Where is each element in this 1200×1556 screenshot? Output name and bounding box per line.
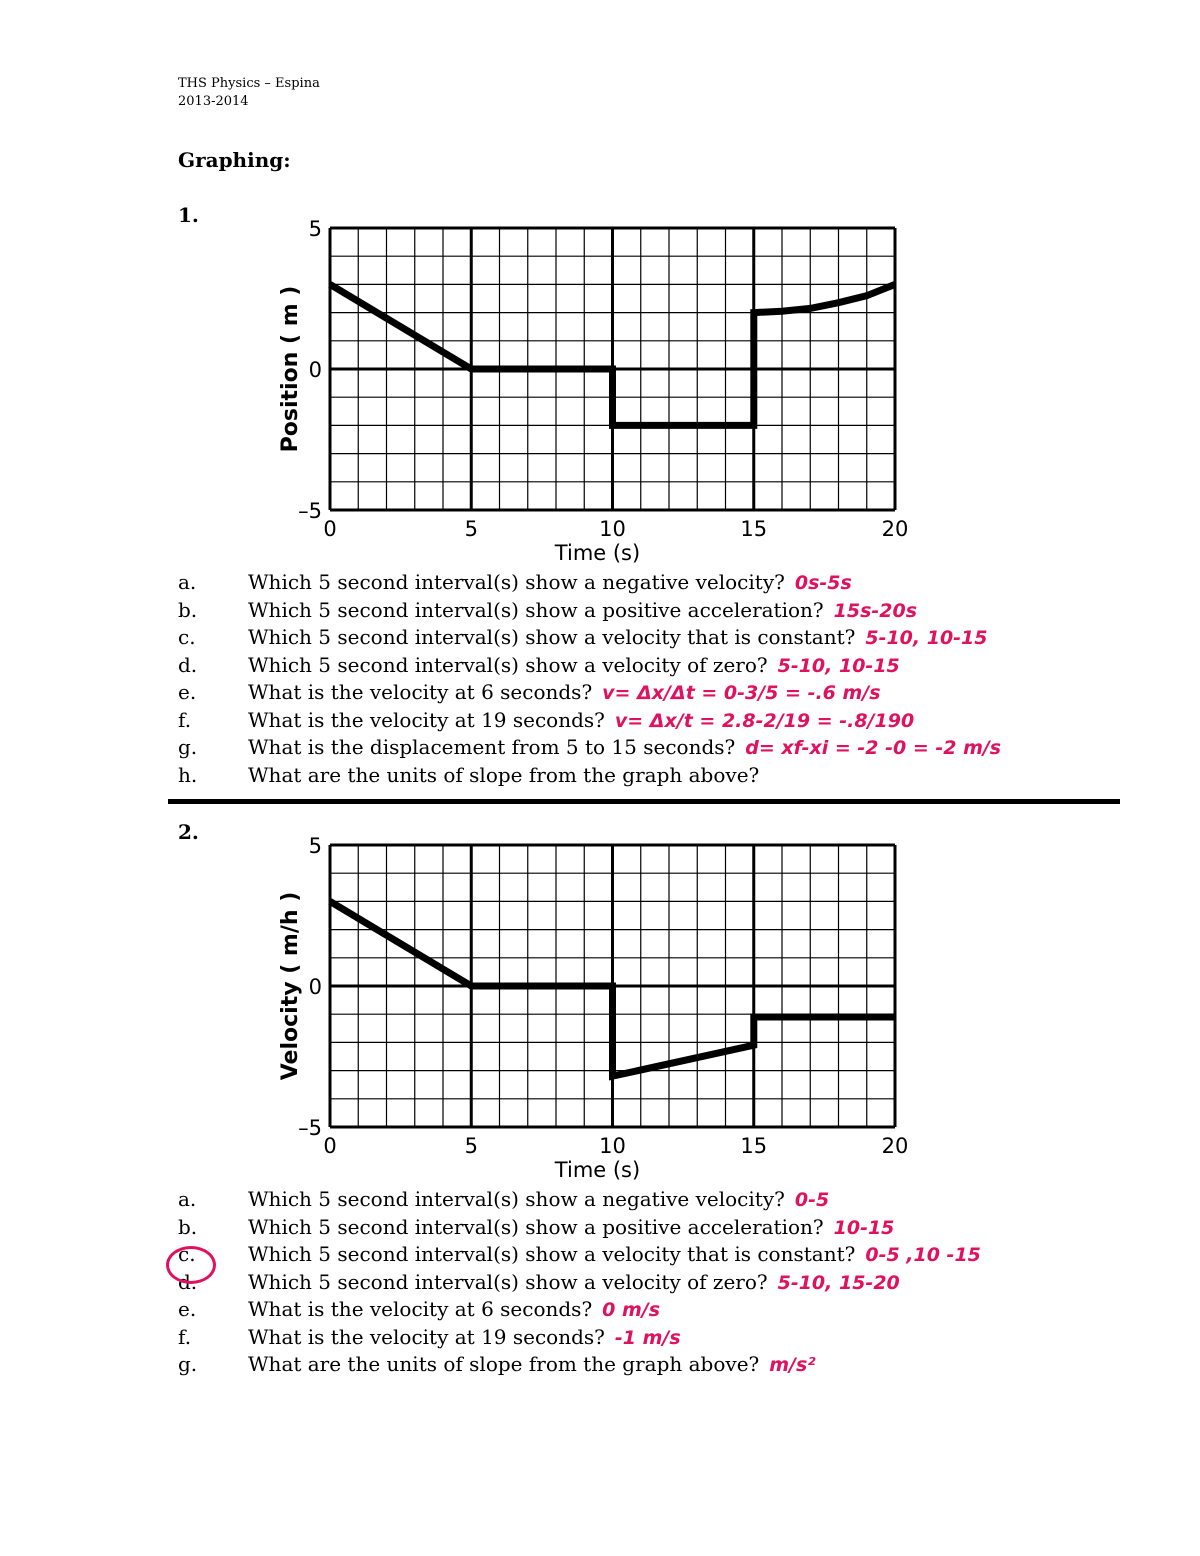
y-tick-label: –5: [298, 1116, 322, 1140]
question-prompt: What are the units of slope from the graph above?: [248, 762, 760, 787]
position-time-chart: [0, 210, 1200, 570]
question-prompt: Which 5 second interval(s) show a velocity of zero?: [248, 652, 768, 677]
question-text: [248, 1187, 829, 1211]
x-tick-label: 20: [881, 517, 909, 541]
x-tick-label: 20: [881, 1134, 909, 1158]
question-letter: f.: [178, 707, 192, 732]
question-letter: g.: [178, 1352, 198, 1376]
circled-letter-annotation: [166, 1246, 216, 1284]
question-letter: f.: [178, 1324, 192, 1349]
question-text: [248, 735, 1001, 759]
question-letter: d.: [178, 652, 198, 677]
question-text: [248, 1242, 981, 1266]
handwritten-answer: m/s²: [769, 1354, 816, 1376]
question-text: [248, 708, 914, 732]
section-divider: [168, 799, 1120, 804]
x-tick-label: 0: [323, 517, 337, 541]
x-tick-label: 5: [464, 517, 478, 541]
y-axis-label: Velocity ( m/h ): [278, 891, 303, 1081]
y-tick-label: 5: [308, 217, 322, 241]
y-tick-label: 0: [308, 358, 322, 382]
question-prompt: Which 5 second interval(s) show a velocity of zero?: [248, 1269, 768, 1294]
x-tick-label: 5: [464, 1134, 478, 1158]
question-prompt: What are the units of slope from the graph above?: [248, 1352, 760, 1376]
question-letter: g.: [178, 735, 198, 759]
question-letter: b.: [178, 1214, 198, 1239]
handwritten-answer: 10-15: [833, 1216, 895, 1239]
handwritten-answer: 0-5 ,10 -15: [865, 1244, 981, 1266]
question-prompt: Which 5 second interval(s) show a negative velocity?: [248, 1187, 785, 1211]
x-tick-label: 15: [740, 1134, 768, 1158]
question-prompt: Which 5 second interval(s) show a positive acceleration?: [248, 1214, 824, 1239]
header-course: THS Physics – Espina: [178, 76, 320, 91]
handwritten-answer: 0s-5s: [794, 572, 852, 594]
question-letter: h.: [178, 762, 198, 787]
question-prompt: What is the velocity at 6 seconds?: [248, 1297, 593, 1321]
question-letter: a.: [178, 1187, 197, 1211]
handwritten-answer: 0 m/s: [602, 1299, 661, 1321]
handwritten-answer: v= Δx/t = 2.8-2/19 = -.8/190: [614, 709, 915, 732]
x-axis-label: Time (s): [554, 1158, 641, 1182]
y-tick-label: –5: [298, 499, 322, 523]
question-prompt: Which 5 second interval(s) show a velocity that is constant?: [248, 1242, 856, 1266]
question-letter: d.: [178, 1269, 198, 1294]
question-text: [248, 680, 881, 704]
question-prompt: What is the velocity at 19 seconds?: [248, 707, 605, 732]
question-text: [248, 1215, 894, 1239]
question-prompt: Which 5 second interval(s) show a negative velocity?: [248, 570, 785, 594]
y-tick-label: 0: [308, 975, 322, 999]
question-letter: b.: [178, 597, 198, 622]
question-text: [248, 1297, 660, 1321]
x-tick-label: 10: [599, 517, 626, 541]
question-letter: c.: [178, 1242, 196, 1266]
x-tick-label: 10: [599, 1134, 626, 1158]
question-letter: e.: [178, 1297, 197, 1321]
header-year: 2013-2014: [178, 94, 249, 109]
question-text: [248, 625, 988, 649]
question-prompt: Which 5 second interval(s) show a positive acceleration?: [248, 597, 824, 622]
handwritten-answer: 5-10, 15-20: [777, 1271, 900, 1294]
problem-2-number: 2.: [178, 820, 199, 844]
handwritten-answer: 15s-20s: [833, 599, 918, 622]
handwritten-answer: -1 m/s: [614, 1326, 681, 1349]
question-letter: c.: [178, 625, 196, 649]
problem-1-number: 1.: [178, 203, 199, 227]
handwritten-answer: 0-5: [794, 1189, 830, 1211]
question-prompt: What is the displacement from 5 to 15 seconds?: [248, 735, 736, 759]
question-prompt: What is the velocity at 19 seconds?: [248, 1324, 605, 1349]
handwritten-answer: 5-10, 10-15: [865, 627, 988, 649]
question-prompt: Which 5 second interval(s) show a velocity that is constant?: [248, 625, 856, 649]
handwritten-answer: v= Δx/Δt = 0-3/5 = -.6 m/s: [602, 682, 881, 704]
y-axis-label: Position ( m ): [278, 285, 303, 453]
question-prompt: What is the velocity at 6 seconds?: [248, 680, 593, 704]
question-letter: e.: [178, 680, 197, 704]
velocity-time-chart: [0, 827, 1200, 1187]
x-tick-label: 15: [740, 517, 768, 541]
handwritten-answer: d= xf-xi = -2 -0 = -2 m/s: [745, 737, 1002, 759]
question-text: [248, 1352, 816, 1376]
question-text: [248, 1325, 681, 1349]
y-tick-label: 5: [308, 834, 322, 858]
section-title: Graphing:: [178, 148, 291, 172]
question-text: [248, 598, 917, 622]
question-text: [248, 763, 769, 787]
x-axis-label: Time (s): [554, 541, 641, 565]
question-letter: a.: [178, 570, 197, 594]
question-text: [248, 570, 852, 594]
question-text: [248, 653, 900, 677]
handwritten-answer: 5-10, 10-15: [777, 654, 900, 677]
question-text: [248, 1270, 900, 1294]
x-tick-label: 0: [323, 1134, 337, 1158]
